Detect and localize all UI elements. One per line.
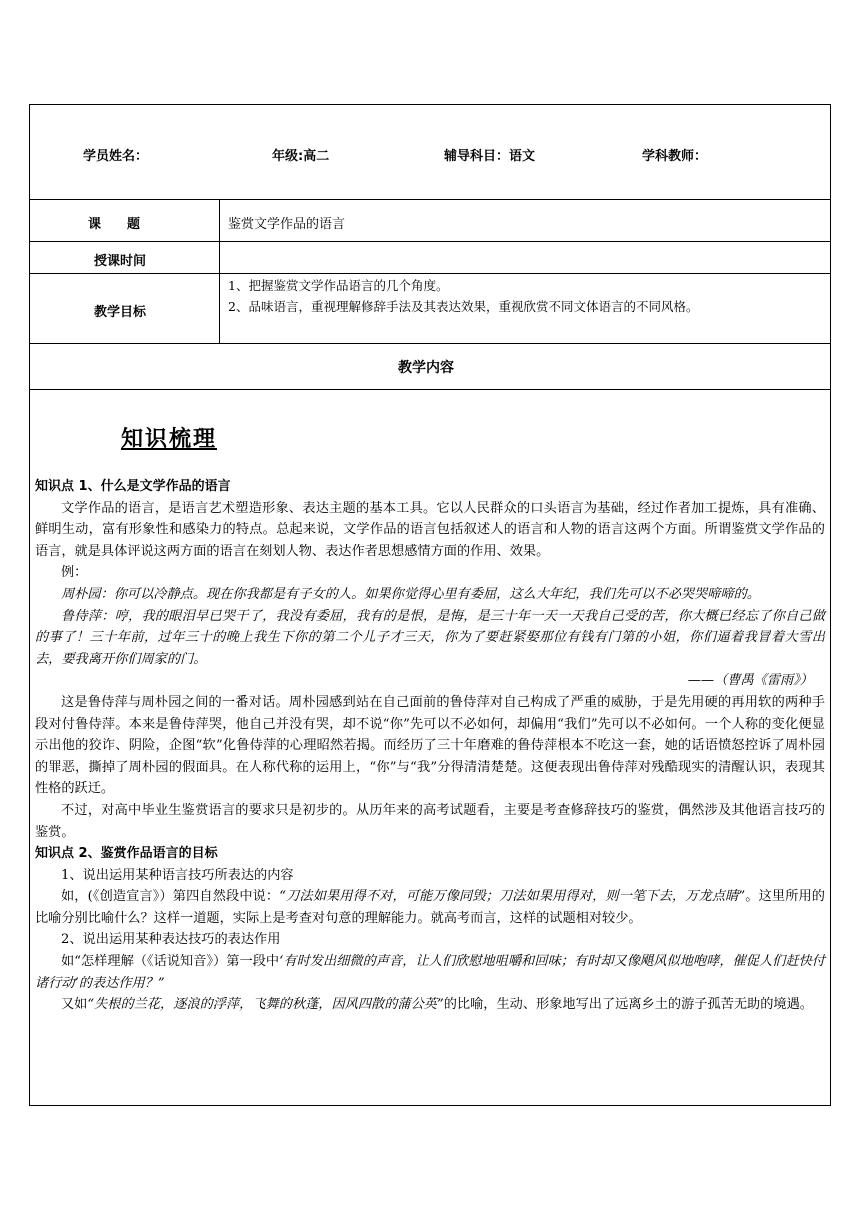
content-body [35, 476, 825, 1016]
kp2-example-3-lead: 又如 [61, 997, 88, 1013]
goal-item: 2、品味语言，重视理解修辞手法及其表达效果，重视欣赏不同文体语言的不同风格。 [228, 299, 699, 314]
section-title: 知识梳理 [121, 427, 218, 452]
kp2-example-1-quote: “刀法如果用得不对，可能万像同毁；刀法如果用得对，则一笔下去，万龙点睛” [279, 889, 746, 905]
kp1-paragraph: 文学作品的语言，是语言艺术塑造形象、表达主题的基本工具。它以人民群众的口头语言为基础，经过作者加工提炼，具有准确、鲜明生动，富有形象性和感染力的特点。总起来说，文学作品的语言包括叙述人的语言和人物的语言这两个方面。所谓鉴赏文学作品的语言，就是具体评说这两方面的语言在刻划人物、表达作者思想感情方面的作用、效果。 [35, 500, 825, 559]
column-divider [219, 199, 220, 343]
zhou-dialogue: 周朴园：你可以冷静点。现在你我都是有子女的人。如果你觉得心里有委屈，这么大年纪，我们先可以不必哭哭啼啼的。 [61, 586, 760, 602]
row-divider [30, 241, 830, 242]
kp2-item-2: 2、说出运用某种表达技巧的表达作用 [61, 932, 281, 948]
goal-list [228, 275, 698, 317]
time-label: 授课时间 [94, 254, 147, 269]
goal-label: 教学目标 [94, 305, 147, 320]
teacher-label: 学科教师： [642, 149, 708, 164]
kp2-example-3 [35, 994, 825, 1016]
kp2-title: 知识点 2、鉴赏作品语言的目标 [35, 846, 218, 862]
kp2-example-3-tail: 的比喻，生动、形象地写出了远离乡土的游子孤苦无助的境遇。 [443, 997, 813, 1013]
subject-label: 辅导科目：语文 [444, 149, 536, 164]
student-name-label: 学员姓名： [83, 149, 149, 164]
kp2-example-1-lead: 如，(《创造宣言》）第四自然段中说： [61, 889, 280, 905]
kp2-example-2 [35, 951, 825, 994]
row-divider [30, 343, 830, 344]
goal-item: 1、把握鉴赏文学作品语言的几个角度。 [228, 278, 449, 293]
topic-label: 课 题 [88, 217, 141, 232]
example-label: 例： [61, 565, 88, 581]
content-header: 教学内容 [398, 360, 454, 376]
source-citation: ——（曹禺《雷雨》） [687, 673, 813, 689]
lu-dialogue: 鲁侍萍：哼，我的眼泪早已哭干了，我没有委屈，我有的是恨，是悔，是三十年一天一天我自己受的苦，你大概已经忘了你自己做的事了！三十年前，过年三十的晚上我生下你的第二个儿子才三天，你为了要赶紧娶那位有钱有门第的小姐，你们逼着我冒着大雪出去，要我离开你们周家的门。 [35, 608, 825, 667]
kp2-example-1 [35, 886, 825, 929]
kp2-example-2-quote: ‘有时发出细微的声音，让人们欣慰地咀嚼和回味；有时却又像飓风似地咆哮，催促人们赶快付诸行动’的表达作用？” [35, 954, 825, 991]
topic-value: 鉴赏文学作品的语言 [228, 217, 346, 232]
kp1-note: 不过，对高中毕业生鉴赏语言的要求只是初步的。从历年来的高考试题看，主要是考查修辞技巧的鉴赏，偶然涉及其他语言技巧的鉴赏。 [35, 802, 825, 840]
grade-label: 年级:高二 [272, 149, 330, 164]
row-divider [30, 199, 830, 200]
kp1-analysis: 这是鲁侍萍与周朴园之间的一番对话。周朴园感到站在自己面前的鲁侍萍对自己构成了严重的威胁，于是先用硬的再用软的两种手段对付鲁侍萍。本来是鲁侍萍哭，他自己并没有哭，却不说“你”先可以不必如何，却偏用“我们”先可以不必如何。一个人称的变化便显示出他的狡诈、阴险，企图“软”化鲁侍萍的心理昭然若揭。而经历了三十年磨难的鲁侍萍根本不吃这一套，她的话语愤怒控诉了周朴园的罪恶，撕掉了周朴园的假面具。在人称代称的运用上，“你”与“我”分得清清楚楚。这便表现出鲁侍萍对残酷现实的清醒认识，表现其性格的跃迁。 [35, 694, 825, 797]
kp2-example-2-lead: 如“怎样理解（《话说知音》）第一段中 [61, 954, 280, 970]
kp1-title: 知识点 1、什么是文学作品的语言 [35, 479, 231, 494]
kp2-item-1: 1、说出运用某种语言技巧所表达的内容 [61, 867, 294, 883]
row-divider [30, 389, 830, 390]
row-divider [30, 273, 830, 274]
kp2-example-1-tail: 。这里所用的比喻分别比喻什么？这样一道题，实际上是考查对句意的理解能力。就高考而言，这样的试题相对较少。 [35, 889, 825, 926]
kp2-example-3-quote: “失根的兰花，逐浪的浮萍，飞舞的秋蓬，因风四散的蒲公英” [87, 997, 444, 1013]
